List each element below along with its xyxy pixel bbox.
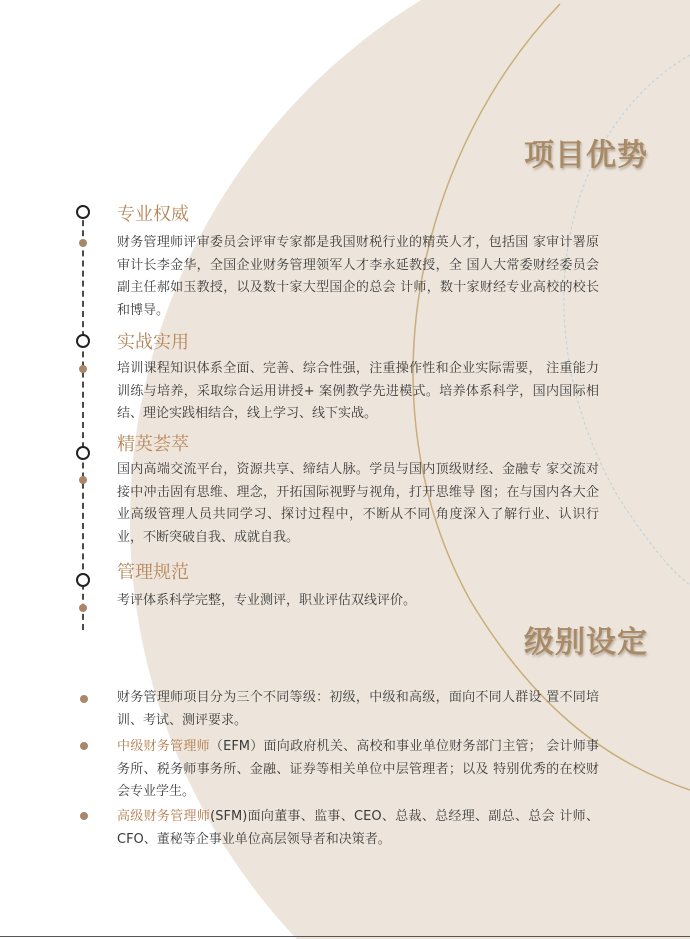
bullet-dot <box>79 604 87 612</box>
advantage-heading-4: 管理规范 <box>117 562 189 583</box>
bullet-dot <box>80 742 88 750</box>
level-text-1 <box>117 687 599 732</box>
section-title-advantages: 项目优势 <box>524 138 648 173</box>
advantage-text-3: 国内高端交流平台，资源共享、缔结人脉。学员与国内顶级财经、金融专 家交流对接中冲击固有思维、理念，开拓国际视野与视角，打开思维导 图；在与国内各大企业高级管理人员共同学习、探讨过程中，不断从不同 角度深入了解行业、认识行业，不断突破自我、成就自我。 <box>117 462 599 545</box>
bullet-dot <box>79 239 87 247</box>
level-lead-3: 高级财务管理师 <box>117 809 211 824</box>
advantage-text-4: 考评体系科学完整，专业测评，职业评估双线评价。 <box>117 593 417 608</box>
bullet-dot <box>79 365 87 373</box>
bullet-dot <box>80 695 88 703</box>
bottom-divider <box>0 936 690 937</box>
level-lead-2: 中级财务管理师 <box>117 739 210 754</box>
timeline-node <box>76 205 90 219</box>
advantage-heading-3: 精英荟萃 <box>117 434 189 455</box>
level-body-2: （EFM）面向政府机关、高校和事业单位财务部门主管； 会计师事务所、税务师事务所、金融、证券等相关单位中层管理者；以及 特别优秀的在校财会专业学生。 <box>117 739 599 799</box>
level-body-1: 财务管理师项目分为三个不同等级：初级，中级和高级，面向不同人群设 置不同培训、考试、测评要求。 <box>117 690 599 728</box>
advantage-text-2: 培训课程知识体系全面、完善、综合性强，注重操作性和企业实际需要， 注重能力训练与培养，采取综合运用讲授+ 案例教学先进模式。培养体系科学，国内国际相结、理论实践相结合，线上学习、线下实战。 <box>117 361 599 421</box>
level-text-2 <box>117 736 599 804</box>
timeline-line <box>82 210 84 630</box>
level-body-3: (SFM)面向董事、监事、CEO、总裁、总经理、副总、总会 计师、CFO、董秘等企事业单位高层领导者和决策者。 <box>117 809 599 847</box>
bullet-dot <box>80 812 88 820</box>
timeline-node <box>76 446 90 460</box>
timeline-node <box>76 334 90 348</box>
section-title-levels: 级别设定 <box>524 625 648 660</box>
advantage-heading-2: 实战实用 <box>117 332 189 353</box>
timeline-node <box>76 573 90 587</box>
advantage-text-1: 财务管理师评审委员会评审专家都是我国财税行业的精英人才，包括国 家审计署原审计长李金华，全国企业财务管理领军人才李永延教授，全 国人大常委财经委员会副主任郝如玉教授，以及数十家大型国企的总会 计师，数十家财经专业高校的校长和博导。 <box>117 235 599 318</box>
level-text-3 <box>117 806 599 851</box>
advantage-heading-1: 专业权威 <box>117 204 189 225</box>
bullet-dot <box>79 476 87 484</box>
